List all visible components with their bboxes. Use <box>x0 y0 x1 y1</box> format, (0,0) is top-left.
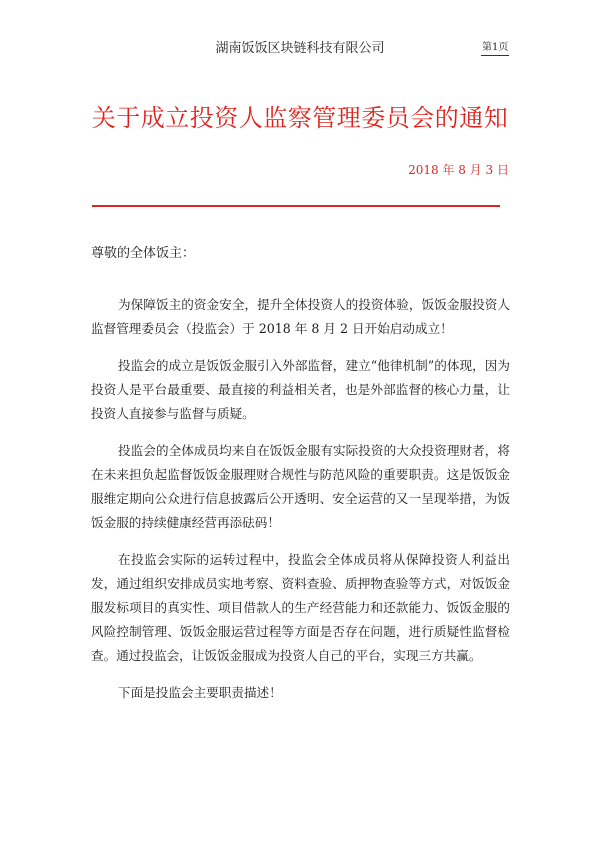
page-number: 第1页 <box>481 41 509 56</box>
document-header-company: 湖南饭饭区块链科技有限公司 <box>215 41 385 56</box>
paragraph-operation: 在投监会实际的运转过程中，投监会全体成员将从保障投资人利益出发，通过组织安排成员实地考察、资料查验、质押物查验等方式，对饭饭金服发标项目的真实性、项目借款人的生产经营能力和还款能力、饭饭金服的风险控制管理、饭饭金服运营过程等方面是否存在问题，进行质疑性监督检查。通过投监会，让饭饭金服成为投资人自己的平台，实现三方共赢。 <box>91 552 510 663</box>
document-body <box>91 293 510 718</box>
red-divider-line <box>92 205 500 207</box>
salutation: 尊敬的全体饭主： <box>91 246 196 261</box>
paragraph-members: 投监会的全体成员均来自在饭饭金服有实际投资的大众投资理财者，将在未来担负起监督饭饭金服理财合规性与防范风险的重要职责。这是饭饭金服维定期向公众进行信息披露后公开透明、安全运营的又一呈现举措，为饭饭金服的持续健康经营再添砝码！ <box>91 443 510 530</box>
document-title: 关于成立投资人监察管理委员会的通知 <box>91 104 509 132</box>
paragraph-purpose: 为保障饭主的资金安全，提升全体投资人的投资体验，饭饭金服投资人监督管理委员会（投监会）于 2018 年 8 月 2 日开始启动成立！ <box>91 297 510 336</box>
paragraph-duties-intro: 下面是投监会主要职责描述！ <box>118 685 282 700</box>
paragraph-external-supervision: 投监会的成立是饭饭金服引入外部监督，建立“他律机制”的体现，因为投资人是平台最重要、最直接的利益相关者，也是外部监督的核心力量，让投资人直接参与监督与质疑。 <box>91 358 510 421</box>
document-date: 2018 年 8 月 3 日 <box>408 163 509 177</box>
